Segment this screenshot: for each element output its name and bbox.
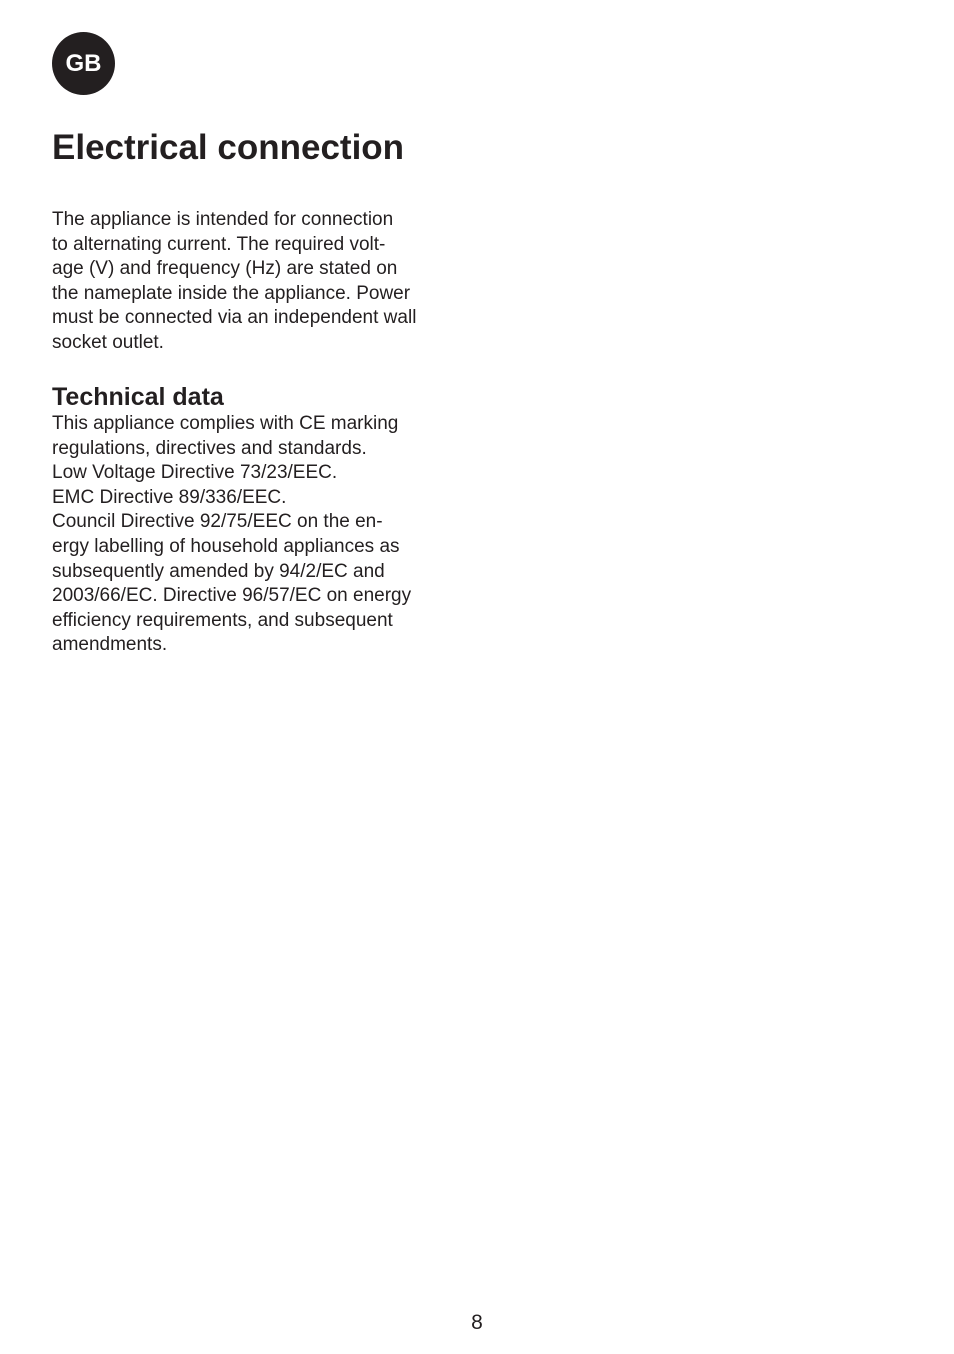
technical-line: regulations, directives and standards. bbox=[52, 437, 367, 459]
language-badge-label: GB bbox=[65, 49, 102, 77]
technical-line: EMC Directive 89/336/EEC. bbox=[52, 486, 287, 508]
intro-paragraph bbox=[52, 208, 452, 356]
intro-line: the nameplate inside the appliance. Power bbox=[52, 282, 411, 304]
technical-line: Council Directive 92/75/EEC on the en- bbox=[52, 511, 383, 533]
intro-line: socket outlet. bbox=[52, 331, 164, 353]
technical-line: This appliance complies with CE marking bbox=[52, 413, 399, 434]
intro-line: to alternating current. The required volt- bbox=[52, 233, 386, 255]
technical-line: efficiency requirements, and subsequent bbox=[52, 609, 393, 631]
page-number: 8 bbox=[471, 1311, 483, 1334]
technical-line: subsequently amended by 94/2/EC and bbox=[52, 560, 385, 582]
intro-line: age (V) and frequency (Hz) are stated on bbox=[52, 258, 398, 280]
technical-data-heading: Technical data bbox=[52, 383, 224, 411]
technical-line: ergy labelling of household appliances as bbox=[52, 535, 400, 557]
technical-line: Low Voltage Directive 73/23/EEC. bbox=[52, 462, 338, 484]
language-badge bbox=[52, 32, 115, 95]
technical-line: 2003/66/EC. Directive 96/57/EC on energy bbox=[52, 585, 412, 607]
page-title: Electrical connection bbox=[52, 128, 405, 167]
intro-line: must be connected via an independent wall bbox=[52, 307, 417, 329]
technical-data-paragraph bbox=[52, 412, 452, 658]
intro-line: The appliance is intended for connection bbox=[52, 209, 394, 230]
technical-line: amendments. bbox=[52, 634, 168, 656]
